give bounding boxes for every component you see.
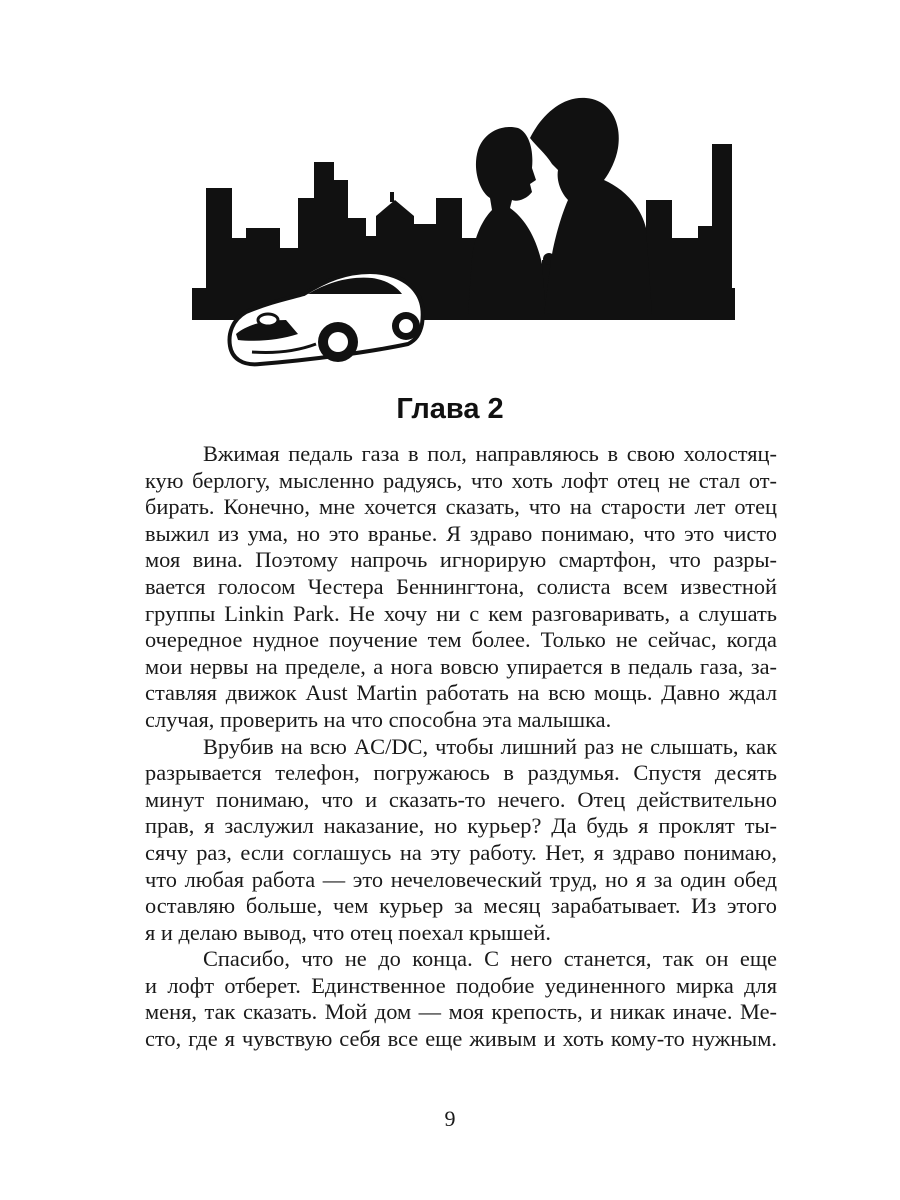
text-line: минут понимаю, что и сказать-то нечего. Отец действительно xyxy=(145,786,777,812)
text-line: меня, так сказать. Мой дом — моя крепость, и никак иначе. Ме- xyxy=(145,999,777,1025)
city-skyline xyxy=(192,144,735,320)
text-line: мои нервы на пределе, а нога вовсю упирается в педаль газа, за- xyxy=(145,653,777,679)
chapter-body xyxy=(145,441,777,1053)
text-line: разрывается телефон, погружаюсь в раздумья. Спустя десять xyxy=(145,760,777,786)
paragraph xyxy=(145,734,777,947)
text-line: я и делаю вывод, что отец поехал крышей. xyxy=(145,919,551,945)
text-line: вается голосом Честера Беннингтона, солиста всем известной xyxy=(145,573,777,599)
text-line: бирать. Конечно, мне хочется сказать, что на старости лет отец xyxy=(145,494,777,520)
text-line: прав, я заслужил наказание, но курьер? Да будь я проклят ты- xyxy=(145,813,777,839)
text-line: Спасибо, что не до конца. С него станется, так он еще xyxy=(203,946,777,972)
text-line: и лофт отберет. Единственное подобие уединенного мирка для xyxy=(145,972,777,998)
text-line: очередное нудное поучение тем более. Только не сейчас, когда xyxy=(145,627,777,653)
text-line: моя вина. Поэтому напрочь игнорирую смартфон, что разры- xyxy=(145,547,777,573)
couple-silhouette xyxy=(468,98,652,314)
paragraph xyxy=(145,946,777,1052)
text-line: сячу раз, если соглашусь на эту работу. Нет, я здраво понимаю, xyxy=(145,839,777,865)
text-line: кую берлогу, мысленно радуясь, что хоть лофт отец не стал от- xyxy=(145,467,777,493)
text-line: оставляю больше, чем курьер за месяц зарабатывает. Из этого xyxy=(145,893,777,919)
text-line: Вжимая педаль газа в пол, направляюсь в свою холостяц- xyxy=(203,441,777,466)
text-line: сто, где я чувствую себя все еще живым и хоть кому-то нужным. xyxy=(145,1026,777,1052)
city-couple-car-illustration xyxy=(190,88,735,378)
text-line: группы Linkin Park. Не хочу ни с кем разговаривать, а слушать xyxy=(145,600,777,626)
paragraph xyxy=(145,441,777,734)
page-number: 9 xyxy=(444,1106,456,1131)
text-line: ставляя движок Aust Martin работать на всю мощь. Давно ждал xyxy=(145,680,777,706)
text-line: что любая работа — это нечеловеческий труд, но я за один обед xyxy=(145,866,777,892)
text-line: случая, проверить на что способна эта малышка. xyxy=(145,706,612,732)
text-line: выжил из ума, но это вранье. Я здраво понимаю, что это чисто xyxy=(145,520,777,546)
text-line: Врубив на всю AC/DC, чтобы лишний раз не слышать, как xyxy=(203,733,777,759)
chapter-title: Глава 2 xyxy=(396,393,504,425)
